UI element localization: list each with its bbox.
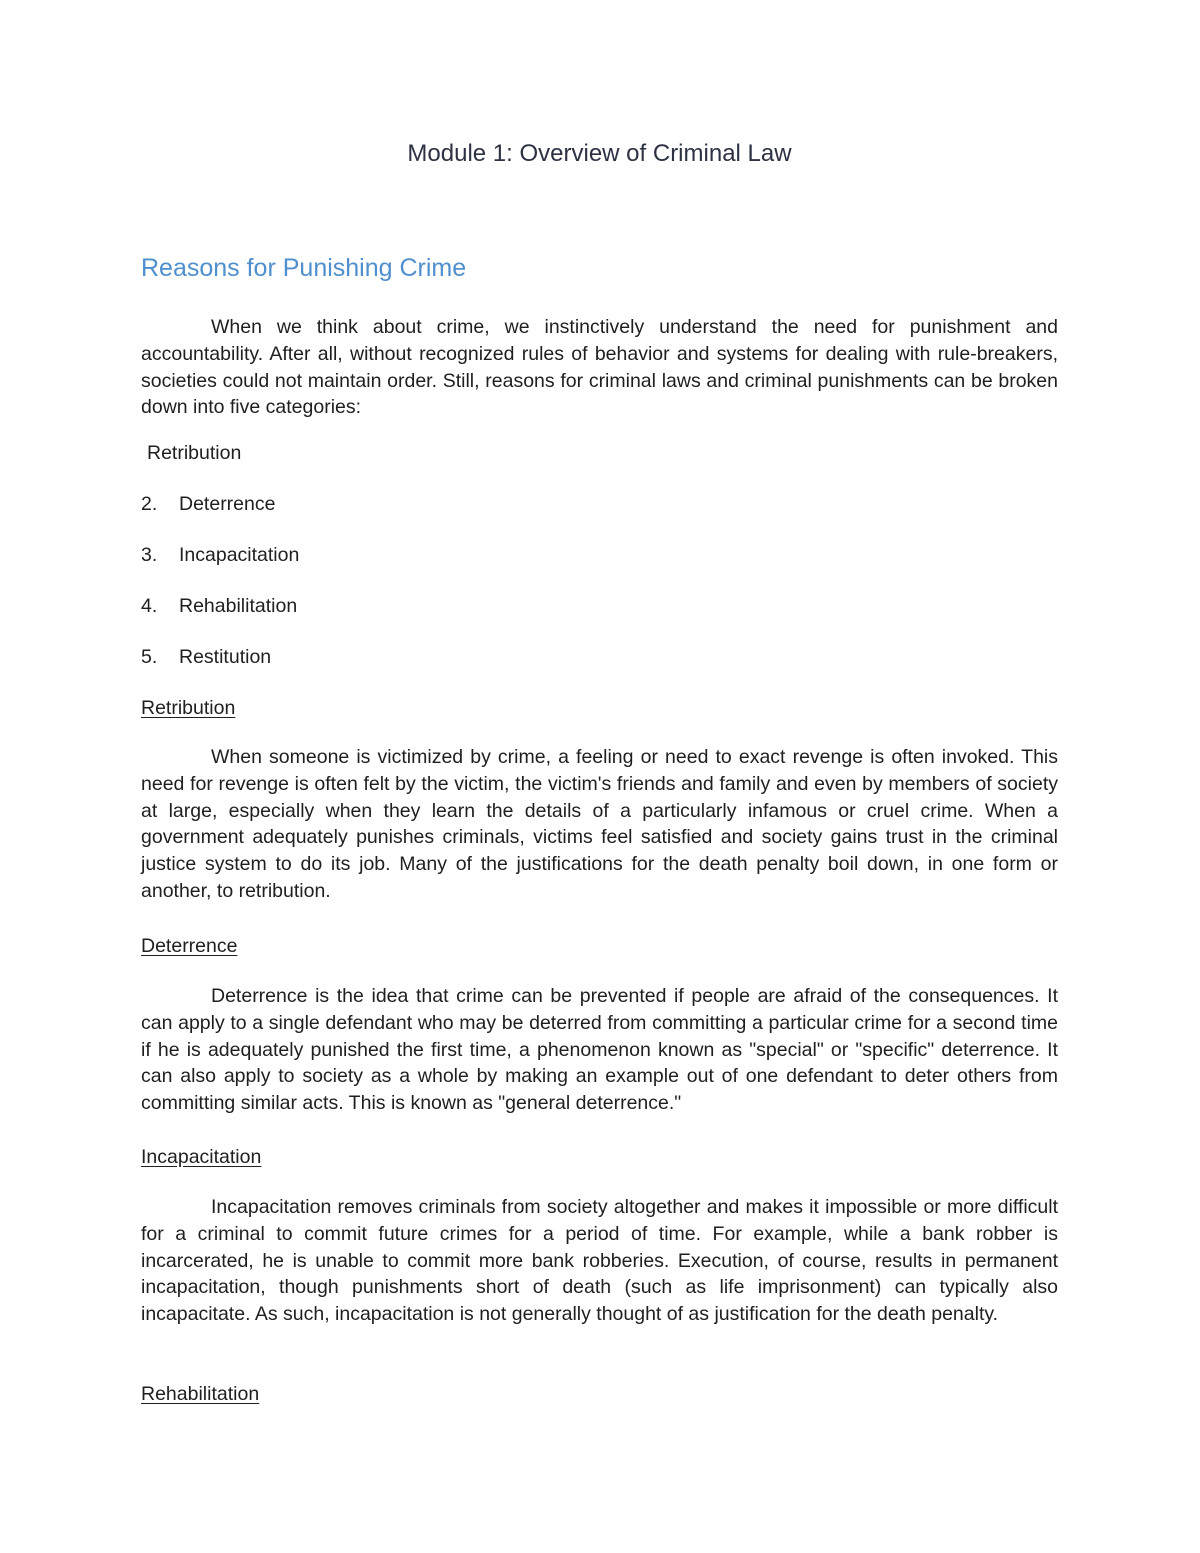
intro-paragraph: When we think about crime, we instinctively understand the need for punishment and accountability. After all, without recognized rules of behavior and systems for dealing with rule-breakers, societies could not maintain order. Still, reasons for criminal laws and criminal punishments can be broken down into five categories: — [141, 316, 1058, 419]
list-label: Incapacitation — [179, 544, 300, 566]
list-item-restitution — [141, 644, 271, 670]
incapacitation-heading: Incapacitation — [141, 1146, 262, 1168]
list-item-rehabilitation — [141, 593, 297, 619]
rehabilitation-heading: Rehabilitation — [141, 1383, 260, 1405]
list-label: Rehabilitation — [179, 595, 298, 617]
list-number: 2. — [141, 493, 158, 515]
list-label: Restitution — [179, 646, 272, 668]
list-number: 3. — [141, 544, 158, 566]
list-item-deterrence — [141, 491, 275, 517]
list-number: 5. — [141, 646, 158, 668]
list-item-incapacitation — [141, 542, 299, 568]
retribution-heading: Retribution — [141, 697, 236, 719]
page-title: Module 1: Overview of Criminal Law — [407, 140, 792, 167]
deterrence-paragraph: Deterrence is the idea that crime can be prevented if people are afraid of the consequences. It can apply to a single defendant who may be deterred from committing a particular crime for a second time if he is adequately punished the first time, a phenomenon known as "special" or "specific" deterrence. It can also apply to society as a whole by making an example out of one defendant to deter others from committing similar acts. This is known as "general deterrence." — [141, 985, 1058, 1115]
list-item-retribution: Retribution — [147, 442, 242, 464]
list-label: Deterrence — [179, 493, 276, 515]
list-number: 4. — [141, 595, 158, 617]
incapacitation-paragraph: Incapacitation removes criminals from society altogether and makes it impossible or more difficult for a criminal to commit future crimes for a period of time. For example, while a bank robber is incarcerated, he is unable to commit more bank robberies. Execution, of course, results in permanent incapacitation, though punishments short of death (such as life imprisonment) can typically also incapacitate. As such, incapacitation is not generally thought of as justification for the death penalty. — [141, 1196, 1058, 1326]
deterrence-heading: Deterrence — [141, 935, 238, 957]
retribution-paragraph: When someone is victimized by crime, a feeling or need to exact revenge is often invoked. This need for revenge is often felt by the victim, the victim's friends and family and even by members of society at large, especially when they learn the details of a particularly infamous or cruel crime. When a government adequately punishes criminals, victims feel satisfied and society gains trust in the criminal justice system to do its job. Many of the justifications for the death penalty boil down, in one form or another, to retribution. — [141, 746, 1058, 902]
section-heading: Reasons for Punishing Crime — [141, 254, 467, 282]
